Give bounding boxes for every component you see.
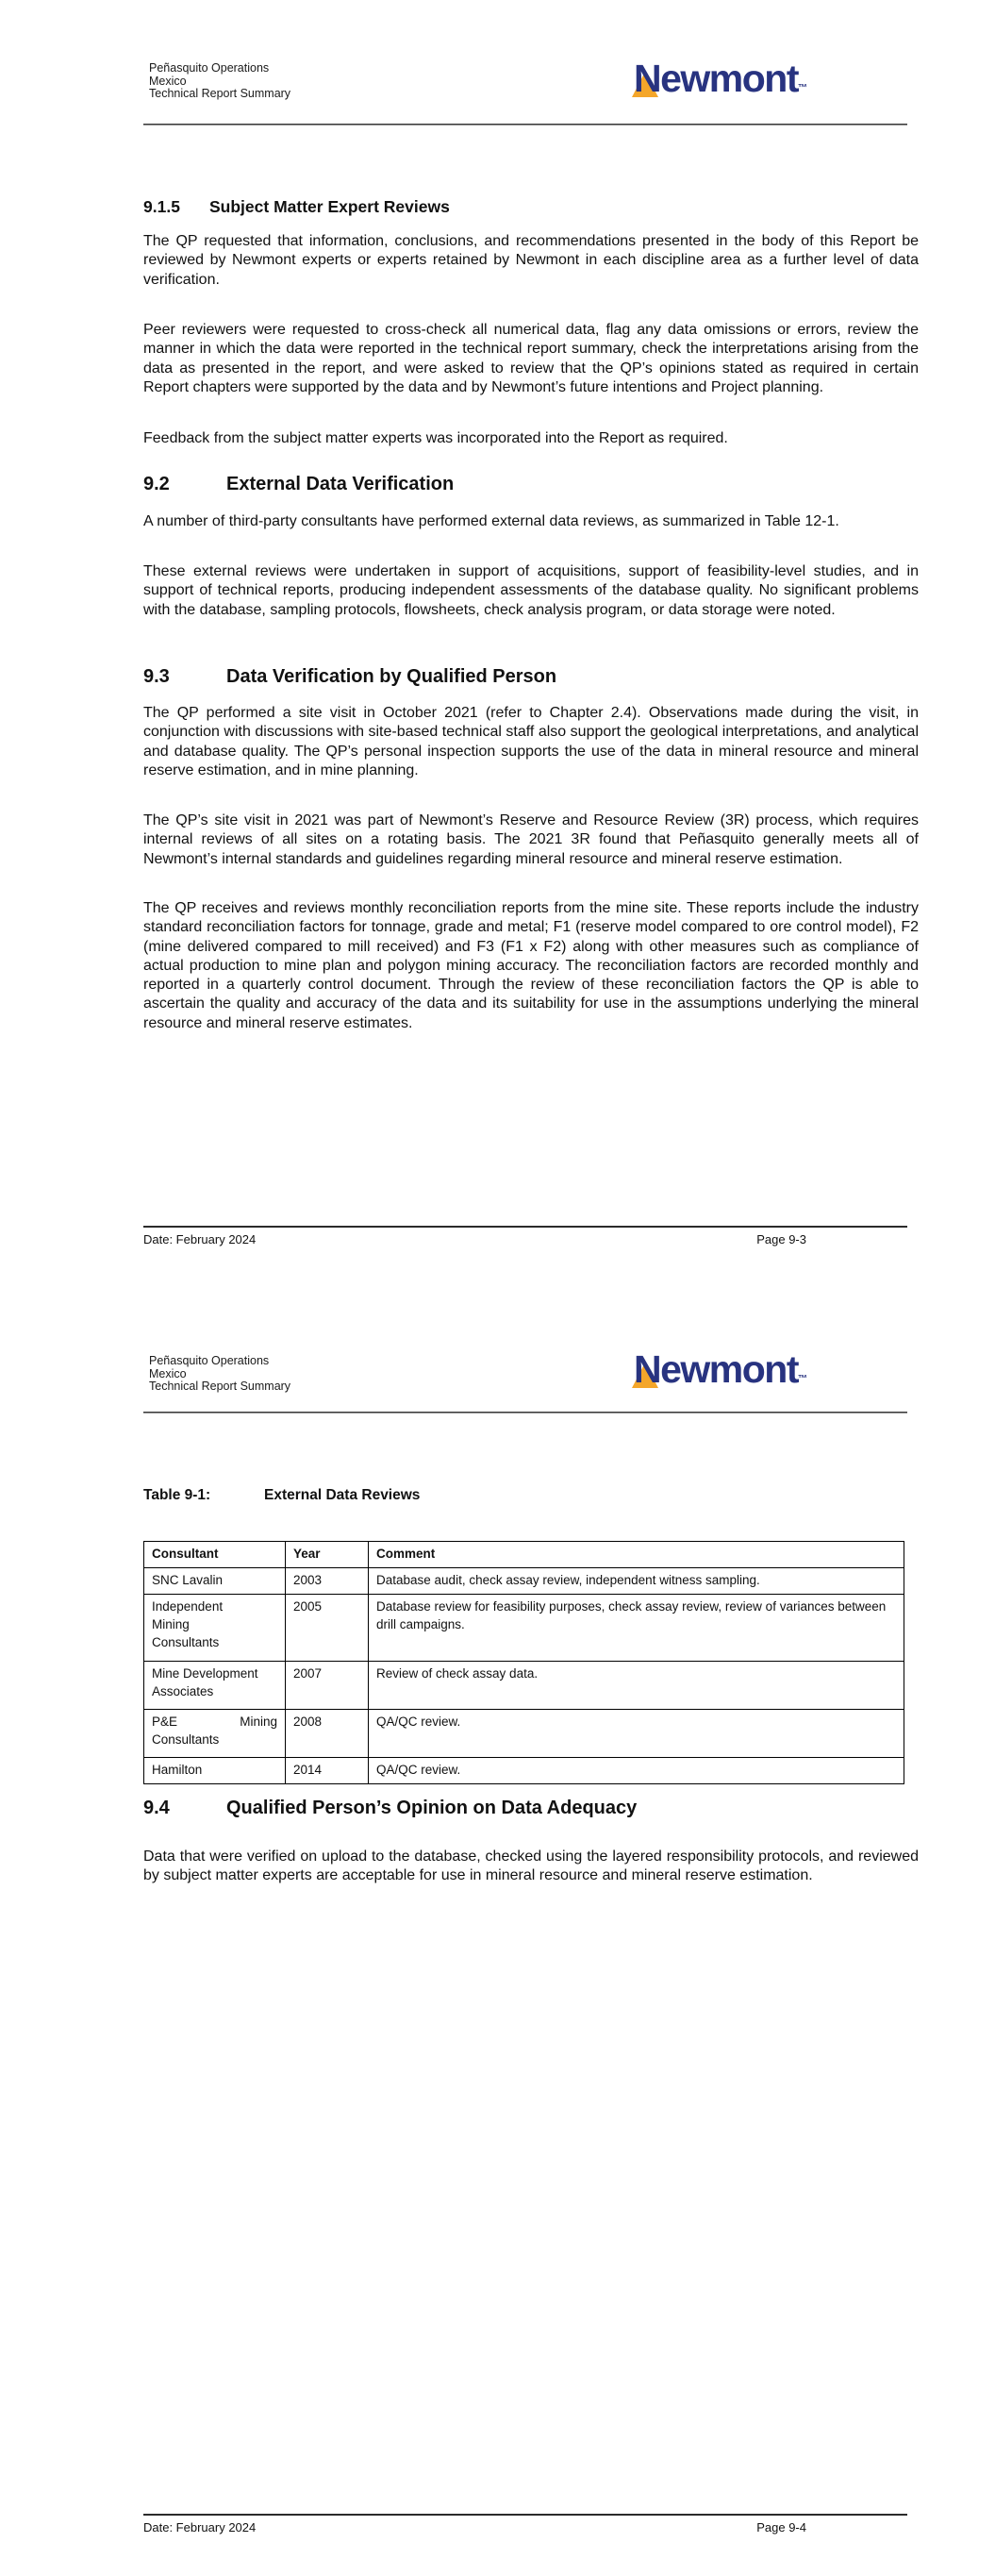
logo-wordmark: Newmont™ [634,1347,807,1391]
year-cell: 2014 [286,1758,369,1784]
comment-cell: Review of check assay data. [369,1662,904,1710]
paragraph: The QP receives and reviews monthly reconciliation reports from the mine site. These reports include the industry standard reconciliation factors for tonnage, grade and metal; F1 (reserve model compared to ore control model), F2 (mine delivered compared to mill received) and F3 (F1 x F2) along with other measures such as compliance of actual production to mine plan and polygon mining accuracy. The reconciliation factors are recorded monthly and reported in a quarterly control document. Through the review of these reconciliation factors the QP is able to ascertain the quality and accuracy of the data and its suitability for use in the assumptions underlying the mineral resource and mineral reserve estimates. [143,900,919,1031]
table-row [144,1568,904,1595]
table-caption-label: Table 9-1: [143,1487,211,1503]
trademark-symbol: ™ [798,1374,807,1384]
section-heading-9-3 [143,666,556,688]
header-line-report: Technical Report Summary [149,1380,291,1393]
consultant-cell: Independent Mining Consultants [144,1595,286,1662]
year-cell: 2005 [286,1595,369,1662]
newmont-logo [634,1347,832,1393]
table-caption [143,1487,420,1504]
footer-date: Date: February 2024 [143,1232,257,1246]
footer-date: Date: February 2024 [143,2520,257,2534]
newmont-logo [634,57,832,102]
footer-rule [143,1226,907,1228]
external-data-reviews-table [143,1541,904,1784]
header-line-country: Mexico [149,74,187,88]
header-line-operations: Peñasquito Operations [149,61,270,75]
paragraph: The QP requested that information, conclusions, and recommendations presented in the body of this Report be reviewed by Newmont experts or experts retained by Newmont in each discipline area as a further level of data verification. [143,233,919,288]
page-header-1 [149,62,290,101]
comment-cell: QA/QC review. [369,1710,904,1758]
comment-cell: QA/QC review. [369,1758,904,1784]
consultant-cell: SNC Lavalin [144,1568,286,1595]
header-line-operations: Peñasquito Operations [149,1354,270,1367]
section-title: Qualified Person’s Opinion on Data Adequacy [226,1798,638,1818]
footer-page-number: Page 9-3 [756,1232,806,1246]
table-caption-text: External Data Reviews [264,1487,421,1503]
footer-rule [143,2514,907,2516]
consultant-cell: P&E Mining Consultants [144,1710,286,1758]
header-rule [143,1412,907,1413]
column-header-year: Year [286,1542,369,1568]
year-cell: 2008 [286,1710,369,1758]
paragraph: The QP’s site visit in 2021 was part of Newmont’s Reserve and Resource Review (3R) process, which requires internal reviews of all sites on a rotating basis. The 2021 3R found that Peñasquito generally meets all of Newmont’s internal standards and guidelines regarding mineral resource and mineral reserve estimation. [143,812,919,867]
logo-wordmark: Newmont™ [634,57,807,100]
header-line-report: Technical Report Summary [149,87,291,100]
paragraph: These external reviews were undertaken in support of acquisitions, support of feasibility-level studies, and in support of technical reports, producing independent assessments of the database quality. No significant problems with the database, sampling protocols, flowsheets, check analysis program, or data storage were noted. [143,563,919,618]
section-title: Data Verification by Qualified Person [226,666,557,687]
paragraph: The QP performed a site visit in October 2021 (refer to Chapter 2.4). Observations made during the visit, in conjunction with discussions with site-based technical staff also support the geological interpretations, and analytical and database quality. The QP’s personal inspection supports the use of the data in mineral resource and mineral reserve estimation, and in mine planning. [143,705,919,778]
section-heading-9-1-5 [143,197,450,217]
paragraph: Data that were verified on upload to the database, checked using the layered responsibility protocols, and reviewed by subject matter experts are acceptable for use in mineral resource and mineral reserve estimation. [143,1848,919,1884]
header-rule [143,124,907,125]
footer-page-number: Page 9-4 [756,2520,806,2534]
section-number: 9.2 [143,474,170,494]
paragraph: Peer reviewers were requested to cross-check all numerical data, flag any data omissions or errors, review the manner in which the data were reported in the technical report summary, check the interpretations arising from the data as presented in the report, and were asked to review that the QP’s opinions stated as required in certain Report chapters were supported by the data and by Newmont’s future intentions and Project planning. [143,322,919,395]
table-header-row [144,1542,904,1568]
external-reviews-table-body [144,1568,904,1784]
section-number: 9.3 [143,666,170,687]
section-number: 9.4 [143,1798,170,1818]
paragraph: A number of third-party consultants have performed external data reviews, as summarized in Table 12-1. [143,513,839,529]
table-row [144,1758,904,1784]
trademark-symbol: ™ [798,83,807,93]
consultant-cell: Hamilton [144,1758,286,1784]
table-row [144,1710,904,1758]
section-heading-9-4 [143,1798,637,1819]
comment-cell: Database audit, check assay review, independent witness sampling. [369,1568,904,1595]
section-number: 9.1.5 [143,197,180,216]
year-cell: 2007 [286,1662,369,1710]
section-title: Subject Matter Expert Reviews [209,197,450,216]
section-title: External Data Verification [226,474,455,494]
table-row [144,1662,904,1710]
table-row [144,1595,904,1662]
paragraph: Feedback from the subject matter experts was incorporated into the Report as required. [143,430,728,446]
year-cell: 2003 [286,1568,369,1595]
comment-cell: Database review for feasibility purposes, check assay review, review of variances between drill campaigns. [369,1595,904,1662]
header-line-country: Mexico [149,1366,187,1380]
page-header-2 [149,1355,290,1394]
section-heading-9-2 [143,474,454,495]
column-header-comment: Comment [369,1542,904,1568]
column-header-consultant: Consultant [144,1542,286,1568]
consultant-cell: Mine Development Associates [144,1662,286,1710]
